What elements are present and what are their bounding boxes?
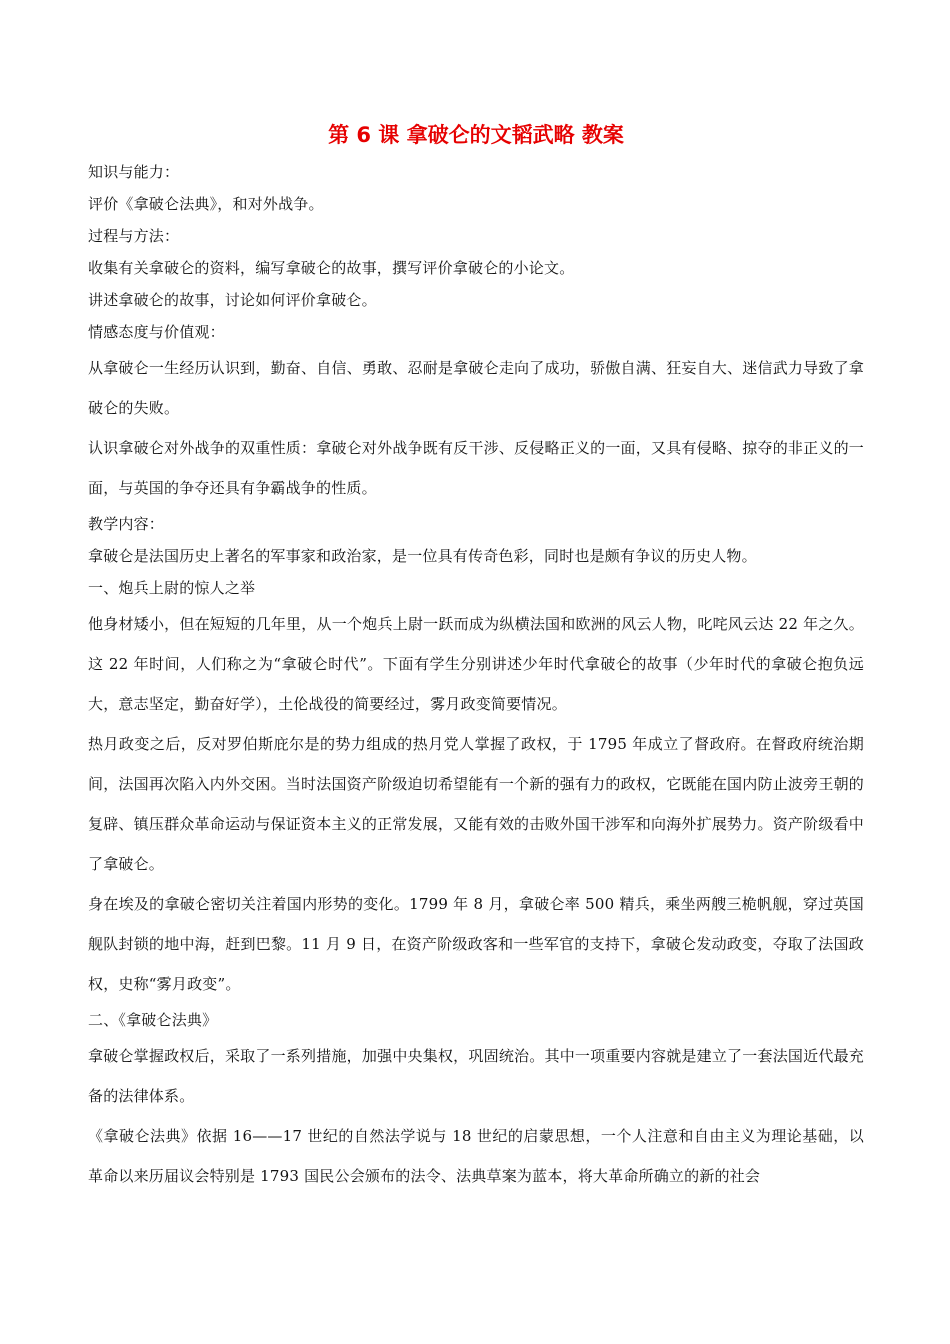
heading-process: 过程与方法： xyxy=(88,227,180,245)
heading-content: 教学内容： xyxy=(88,515,165,533)
paragraph-attitude-1: 从拿破仑一生经历认识到，勤奋、自信、勇敢、忍耐是拿破仑走向了成功，骄傲自满、狂妄自大、迷信武力导致了拿破仑的失败。 xyxy=(88,359,864,417)
paragraph-section1-2: 热月政变之后，反对罗伯斯庇尔是的势力组成的热月党人掌握了政权，于 1795 年成立了督政府。在督政府统治期间，法国再次陷入内外交困。当时法国资产阶级迫切希望能有一个新的强有力的政权，它既能在国内防止波旁王朝的复辟、镇压群众革命运动与保证资本主义的正常发展，又能有效的击败外国干涉军和向海外扩展势力。资产阶级看中了拿破仑。 xyxy=(88,735,864,873)
heading-attitude: 情感态度与价值观： xyxy=(88,323,225,341)
paragraph-section1-1: 他身材矮小，但在短短的几年里，从一个炮兵上尉一跃而成为纵横法国和欧洲的风云人物，叱咤风云达 22 年之久。这 22 年时间，人们称之为“拿破仑时代”。下面有学生分别讲述少年时代拿破仑的故事（少年时代的拿破仑抱负远大，意志坚定，勤奋好学），土伦战役的简要经过，雾月政变简要情况。 xyxy=(88,615,864,713)
paragraph-attitude-2: 认识拿破仑对外战争的双重性质：拿破仑对外战争既有反干涉、反侵略正义的一面，又具有侵略、掠夺的非正义的一面，与英国的争夺还具有争霸战争的性质。 xyxy=(88,439,864,497)
section-heading-2: 二、《拿破仑法典》 xyxy=(88,1011,218,1029)
paragraph-section2-1: 拿破仑掌握政权后，采取了一系列措施，加强中央集权，巩固统治。其中一项重要内容就是建立了一套法国近代最充备的法律体系。 xyxy=(88,1047,864,1105)
paragraph-section1-3: 身在埃及的拿破仑密切关注着国内形势的变化。1799 年 8 月，拿破仑率 500 精兵，乘坐两艘三桅帆舰，穿过英国舰队封锁的地中海，赶到巴黎。11 月 9 日，在资产阶级政客和一些军官的支持下，拿破仑发动政变，夺取了法国政权，史称“雾月政变”。 xyxy=(88,895,864,993)
document-page xyxy=(88,120,864,1196)
paragraph-section2-2: 《拿破仑法典》依据 16——17 世纪的自然法学说与 18 世纪的启蒙思想，一个人注意和自由主义为理论基础，以革命以来历届议会特别是 1793 国民公会颁布的法令、法典草案为蓝本，将大革命所确立的新的社会 xyxy=(88,1127,864,1185)
paragraph-knowledge: 评价《拿破仑法典》，和对外战争。 xyxy=(88,195,324,213)
paragraph-process-2: 讲述拿破仑的故事，讨论如何评价拿破仑。 xyxy=(88,291,377,309)
paragraph-process-1: 收集有关拿破仑的资料，编写拿破仑的故事，撰写评价拿破仑的小论文。 xyxy=(88,259,575,277)
section-heading-1: 一、炮兵上尉的惊人之举 xyxy=(88,579,256,597)
heading-knowledge: 知识与能力： xyxy=(88,163,180,181)
paragraph-intro: 拿破仑是法国历史上著名的军事家和政治家，是一位具有传奇色彩，同时也是颇有争议的历史人物。 xyxy=(88,547,757,565)
document-title: 第 6 课 拿破仑的文韬武略 教案 xyxy=(328,123,624,147)
